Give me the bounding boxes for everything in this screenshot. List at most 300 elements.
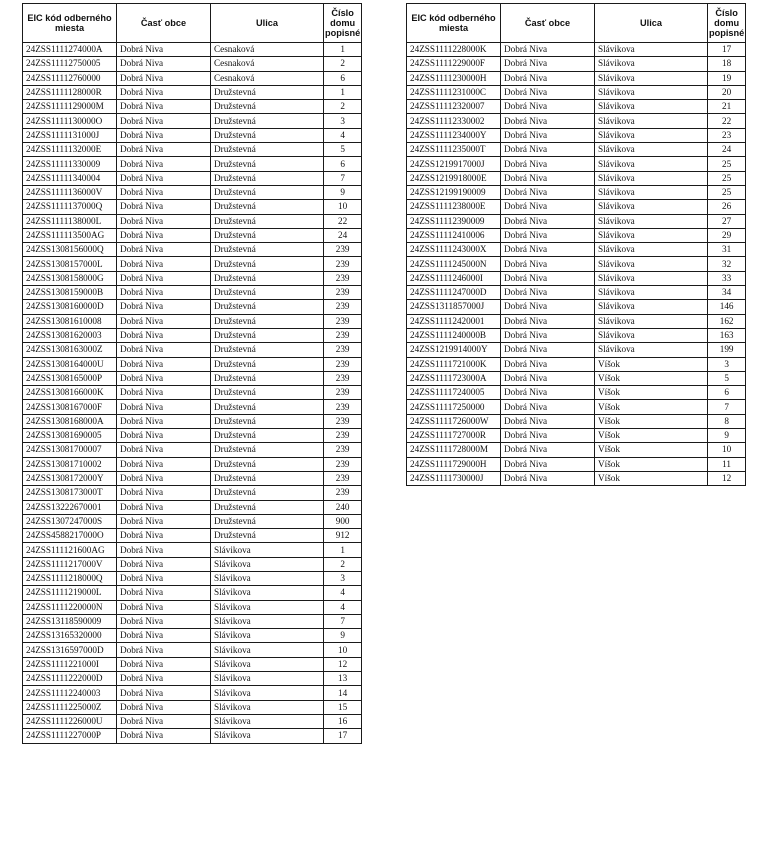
- table-row: [23, 200, 362, 214]
- street-cell: Slávikova: [595, 328, 708, 342]
- table-row: [407, 185, 746, 199]
- table-row: [23, 557, 362, 571]
- header-street: Ulica: [595, 4, 708, 43]
- municipality-part-cell: Dobrá Niva: [117, 71, 211, 85]
- house-number-cell: 26: [708, 200, 746, 214]
- table-row: [407, 143, 746, 157]
- table-row: [23, 85, 362, 99]
- right-table: [406, 3, 746, 486]
- table-row: [407, 243, 746, 257]
- eic-code-cell: 24ZSS13165320000: [23, 629, 117, 643]
- street-cell: Víšok: [595, 429, 708, 443]
- municipality-part-cell: Dobrá Niva: [117, 414, 211, 428]
- table-row: [23, 486, 362, 500]
- municipality-part-cell: Dobrá Niva: [117, 529, 211, 543]
- table-row: [23, 343, 362, 357]
- street-cell: Víšok: [595, 386, 708, 400]
- house-number-cell: 1: [324, 85, 362, 99]
- eic-code-cell: 24ZSS13081700007: [23, 443, 117, 457]
- table-row: [407, 386, 746, 400]
- municipality-part-cell: Dobrá Niva: [117, 171, 211, 185]
- street-cell: Slávikova: [211, 571, 324, 585]
- eic-code-cell: 24ZSS1308158000G: [23, 271, 117, 285]
- house-number-cell: 4: [324, 128, 362, 142]
- municipality-part-cell: Dobrá Niva: [501, 85, 595, 99]
- eic-code-cell: 24ZSS1111238000E: [407, 200, 501, 214]
- street-cell: Slávikova: [211, 557, 324, 571]
- municipality-part-cell: Dobrá Niva: [501, 214, 595, 228]
- eic-code-cell: 24ZSS13118590009: [23, 614, 117, 628]
- municipality-part-cell: Dobrá Niva: [501, 286, 595, 300]
- table-row: [23, 257, 362, 271]
- eic-code-cell: 24ZSS1111217000V: [23, 557, 117, 571]
- house-number-cell: 162: [708, 314, 746, 328]
- house-number-cell: 3: [324, 571, 362, 585]
- municipality-part-cell: Dobrá Niva: [501, 443, 595, 457]
- municipality-part-cell: Dobrá Niva: [117, 228, 211, 242]
- table-row: [407, 200, 746, 214]
- street-cell: Družstevná: [211, 243, 324, 257]
- eic-code-cell: 24ZSS1111245000N: [407, 257, 501, 271]
- municipality-part-cell: Dobrá Niva: [117, 514, 211, 528]
- eic-code-cell: 24ZSS11112240003: [23, 686, 117, 700]
- house-number-cell: 900: [324, 514, 362, 528]
- street-cell: Slávikova: [211, 543, 324, 557]
- house-number-cell: 239: [324, 357, 362, 371]
- municipality-part-cell: Dobrá Niva: [501, 429, 595, 443]
- house-number-cell: 239: [324, 414, 362, 428]
- table-row: [23, 386, 362, 400]
- eic-code-cell: 24ZSS1111138000L: [23, 214, 117, 228]
- house-number-cell: 18: [708, 57, 746, 71]
- eic-code-cell: 24ZSS1111229000F: [407, 57, 501, 71]
- table-row: [23, 714, 362, 728]
- house-number-cell: 10: [324, 643, 362, 657]
- eic-code-cell: 24ZSS1219918000E: [407, 171, 501, 185]
- table-row: [23, 686, 362, 700]
- eic-code-cell: 24ZSS11112390009: [407, 214, 501, 228]
- table-row: [23, 328, 362, 342]
- street-cell: Družstevná: [211, 214, 324, 228]
- eic-code-cell: 24ZSS4588217000O: [23, 529, 117, 543]
- table-row: [23, 185, 362, 199]
- table-row: [407, 157, 746, 171]
- street-cell: Družstevná: [211, 114, 324, 128]
- street-cell: Víšok: [595, 357, 708, 371]
- eic-code-cell: 24ZSS1111726000W: [407, 414, 501, 428]
- right-table-body: [407, 43, 746, 486]
- eic-code-cell: 24ZSS1308172000Y: [23, 471, 117, 485]
- street-cell: Družstevná: [211, 386, 324, 400]
- house-number-cell: 239: [324, 471, 362, 485]
- table-row: [407, 328, 746, 342]
- eic-code-cell: 24ZSS1111228000K: [407, 43, 501, 57]
- street-cell: Cesnaková: [211, 57, 324, 71]
- street-cell: Víšok: [595, 371, 708, 385]
- eic-code-cell: 24ZSS11117250000: [407, 400, 501, 414]
- municipality-part-cell: Dobrá Niva: [117, 286, 211, 300]
- house-number-cell: 24: [708, 143, 746, 157]
- street-cell: Družstevná: [211, 529, 324, 543]
- street-cell: Družstevná: [211, 471, 324, 485]
- eic-code-cell: 24ZSS1111721000K: [407, 357, 501, 371]
- house-number-cell: 12: [708, 471, 746, 485]
- municipality-part-cell: Dobrá Niva: [117, 243, 211, 257]
- table-row: [407, 429, 746, 443]
- house-number-cell: 9: [708, 429, 746, 443]
- street-cell: Družstevná: [211, 400, 324, 414]
- table-row: [23, 43, 362, 57]
- eic-code-cell: 24ZSS11117240005: [407, 386, 501, 400]
- eic-code-cell: 24ZSS1308167000F: [23, 400, 117, 414]
- house-number-cell: 12: [324, 657, 362, 671]
- eic-code-cell: 24ZSS1111235000T: [407, 143, 501, 157]
- house-number-cell: 34: [708, 286, 746, 300]
- municipality-part-cell: Dobrá Niva: [117, 300, 211, 314]
- eic-code-cell: 24ZSS11111340004: [23, 171, 117, 185]
- house-number-cell: 6: [708, 386, 746, 400]
- house-number-cell: 9: [324, 629, 362, 643]
- house-number-cell: 10: [324, 200, 362, 214]
- street-cell: Slávikova: [595, 257, 708, 271]
- house-number-cell: 8: [708, 414, 746, 428]
- house-number-cell: 20: [708, 85, 746, 99]
- street-cell: Družstevná: [211, 357, 324, 371]
- house-number-cell: 239: [324, 443, 362, 457]
- eic-code-cell: 24ZSS1111274000A: [23, 43, 117, 57]
- table-header-row: [407, 4, 746, 43]
- table-row: [23, 228, 362, 242]
- house-number-cell: 239: [324, 257, 362, 271]
- house-number-cell: 31: [708, 243, 746, 257]
- eic-code-cell: 24ZSS1111136000V: [23, 185, 117, 199]
- municipality-part-cell: Dobrá Niva: [117, 471, 211, 485]
- street-cell: Slávikova: [595, 128, 708, 142]
- street-cell: Slávikova: [211, 729, 324, 743]
- municipality-part-cell: Dobrá Niva: [501, 271, 595, 285]
- house-number-cell: 9: [324, 185, 362, 199]
- municipality-part-cell: Dobrá Niva: [501, 400, 595, 414]
- street-cell: Slávikova: [595, 85, 708, 99]
- eic-code-cell: 24ZSS1111137000Q: [23, 200, 117, 214]
- street-cell: Družstevná: [211, 271, 324, 285]
- municipality-part-cell: Dobrá Niva: [117, 486, 211, 500]
- municipality-part-cell: Dobrá Niva: [117, 343, 211, 357]
- house-number-cell: 17: [324, 729, 362, 743]
- municipality-part-cell: Dobrá Niva: [117, 143, 211, 157]
- house-number-cell: 23: [708, 128, 746, 142]
- eic-code-cell: 24ZSS1111240000B: [407, 328, 501, 342]
- street-cell: Slávikova: [595, 228, 708, 242]
- municipality-part-cell: Dobrá Niva: [117, 257, 211, 271]
- municipality-part-cell: Dobrá Niva: [117, 328, 211, 342]
- house-number-cell: 24: [324, 228, 362, 242]
- house-number-cell: 2: [324, 557, 362, 571]
- table-row: [23, 214, 362, 228]
- municipality-part-cell: Dobrá Niva: [117, 500, 211, 514]
- house-number-cell: 239: [324, 300, 362, 314]
- street-cell: Slávikova: [211, 657, 324, 671]
- municipality-part-cell: Dobrá Niva: [117, 185, 211, 199]
- eic-code-cell: 24ZSS1111234000Y: [407, 128, 501, 142]
- eic-code-cell: 24ZSS11112330002: [407, 114, 501, 128]
- table-row: [23, 171, 362, 185]
- street-cell: Víšok: [595, 414, 708, 428]
- street-cell: Slávikova: [595, 43, 708, 57]
- table-row: [23, 500, 362, 514]
- eic-code-cell: 24ZSS1111129000M: [23, 100, 117, 114]
- municipality-part-cell: Dobrá Niva: [501, 328, 595, 342]
- table-row: [23, 571, 362, 585]
- table-row: [407, 85, 746, 99]
- municipality-part-cell: Dobrá Niva: [501, 228, 595, 242]
- table-row: [23, 300, 362, 314]
- table-row: [23, 429, 362, 443]
- street-cell: Slávikova: [595, 71, 708, 85]
- street-cell: Víšok: [595, 443, 708, 457]
- municipality-part-cell: Dobrá Niva: [117, 614, 211, 628]
- eic-code-cell: 24ZSS12199190009: [407, 185, 501, 199]
- municipality-part-cell: Dobrá Niva: [117, 429, 211, 443]
- table-row: [407, 114, 746, 128]
- house-number-cell: 25: [708, 185, 746, 199]
- house-number-cell: 163: [708, 328, 746, 342]
- table-row: [23, 543, 362, 557]
- table-row: [23, 657, 362, 671]
- house-number-cell: 240: [324, 500, 362, 514]
- municipality-part-cell: Dobrá Niva: [117, 314, 211, 328]
- municipality-part-cell: Dobrá Niva: [117, 114, 211, 128]
- house-number-cell: 7: [324, 614, 362, 628]
- table-row: [407, 100, 746, 114]
- street-cell: Družstevná: [211, 200, 324, 214]
- street-cell: Slávikova: [211, 643, 324, 657]
- street-cell: Družstevná: [211, 429, 324, 443]
- eic-code-cell: 24ZSS1111130000O: [23, 114, 117, 128]
- municipality-part-cell: Dobrá Niva: [117, 600, 211, 614]
- street-cell: Slávikova: [595, 57, 708, 71]
- house-number-cell: 239: [324, 486, 362, 500]
- eic-code-cell: 24ZSS1311857000J: [407, 300, 501, 314]
- house-number-cell: 6: [324, 71, 362, 85]
- table-row: [23, 143, 362, 157]
- table-row: [407, 71, 746, 85]
- table-row: [23, 457, 362, 471]
- municipality-part-cell: Dobrá Niva: [117, 100, 211, 114]
- street-cell: Družstevná: [211, 443, 324, 457]
- eic-code-cell: 24ZSS11111330009: [23, 157, 117, 171]
- street-cell: Družstevná: [211, 328, 324, 342]
- house-number-cell: 16: [324, 714, 362, 728]
- table-row: [23, 314, 362, 328]
- table-row: [23, 586, 362, 600]
- house-number-cell: 239: [324, 243, 362, 257]
- table-row: [23, 71, 362, 85]
- street-cell: Slávikova: [595, 314, 708, 328]
- header-house-number: Číslo domu popisné: [324, 4, 362, 43]
- header-house-number: Číslo domu popisné: [708, 4, 746, 43]
- table-row: [23, 614, 362, 628]
- street-cell: Družstevná: [211, 314, 324, 328]
- eic-code-cell: 24ZSS1219917000J: [407, 157, 501, 171]
- house-number-cell: 239: [324, 343, 362, 357]
- table-row: [23, 471, 362, 485]
- municipality-part-cell: Dobrá Niva: [501, 314, 595, 328]
- eic-code-cell: 24ZSS1111221000I: [23, 657, 117, 671]
- street-cell: Víšok: [595, 457, 708, 471]
- municipality-part-cell: Dobrá Niva: [117, 128, 211, 142]
- street-cell: Slávikova: [595, 185, 708, 199]
- municipality-part-cell: Dobrá Niva: [501, 386, 595, 400]
- eic-code-cell: 24ZSS11112320007: [407, 100, 501, 114]
- street-cell: Slávikova: [595, 157, 708, 171]
- municipality-part-cell: Dobrá Niva: [117, 85, 211, 99]
- eic-code-cell: 24ZSS13081620003: [23, 328, 117, 342]
- eic-code-cell: 24ZSS1308157000L: [23, 257, 117, 271]
- street-cell: Družstevná: [211, 414, 324, 428]
- house-number-cell: 29: [708, 228, 746, 242]
- municipality-part-cell: Dobrá Niva: [117, 457, 211, 471]
- municipality-part-cell: Dobrá Niva: [117, 700, 211, 714]
- eic-code-cell: 24ZSS1111222000D: [23, 672, 117, 686]
- eic-code-cell: 24ZSS1308173000T: [23, 486, 117, 500]
- eic-code-cell: 24ZSS1111225000Z: [23, 700, 117, 714]
- street-cell: Cesnaková: [211, 71, 324, 85]
- house-number-cell: 4: [324, 600, 362, 614]
- municipality-part-cell: Dobrá Niva: [117, 629, 211, 643]
- street-cell: Družstevná: [211, 157, 324, 171]
- house-number-cell: 912: [324, 529, 362, 543]
- street-cell: Slávikova: [211, 700, 324, 714]
- eic-code-cell: 24ZSS1111231000C: [407, 85, 501, 99]
- municipality-part-cell: Dobrá Niva: [117, 672, 211, 686]
- header-municipality-part: Časť obce: [117, 4, 211, 43]
- table-row: [407, 286, 746, 300]
- street-cell: Slávikova: [595, 214, 708, 228]
- eic-code-cell: 24ZSS1308165000P: [23, 371, 117, 385]
- municipality-part-cell: Dobrá Niva: [117, 271, 211, 285]
- table-row: [23, 443, 362, 457]
- street-cell: Slávikova: [595, 200, 708, 214]
- municipality-part-cell: Dobrá Niva: [117, 729, 211, 743]
- street-cell: Družstevná: [211, 85, 324, 99]
- table-row: [407, 171, 746, 185]
- eic-code-cell: 24ZSS1308168000A: [23, 414, 117, 428]
- municipality-part-cell: Dobrá Niva: [117, 571, 211, 585]
- municipality-part-cell: Dobrá Niva: [501, 257, 595, 271]
- municipality-part-cell: Dobrá Niva: [501, 457, 595, 471]
- house-number-cell: 4: [324, 586, 362, 600]
- eic-code-cell: 24ZSS1308159000B: [23, 286, 117, 300]
- municipality-part-cell: Dobrá Niva: [117, 686, 211, 700]
- table-row: [23, 128, 362, 142]
- house-number-cell: 13: [324, 672, 362, 686]
- municipality-part-cell: Dobrá Niva: [117, 643, 211, 657]
- street-cell: Družstevná: [211, 457, 324, 471]
- table-row: [407, 300, 746, 314]
- street-cell: Družstevná: [211, 343, 324, 357]
- street-cell: Slávikova: [211, 629, 324, 643]
- street-cell: Slávikova: [595, 286, 708, 300]
- header-street: Ulica: [211, 4, 324, 43]
- table-row: [407, 457, 746, 471]
- table-row: [23, 643, 362, 657]
- eic-code-cell: 24ZSS1316597000D: [23, 643, 117, 657]
- table-row: [407, 400, 746, 414]
- table-row: [23, 371, 362, 385]
- eic-code-cell: 24ZSS13081690005: [23, 429, 117, 443]
- street-cell: Družstevná: [211, 486, 324, 500]
- municipality-part-cell: Dobrá Niva: [117, 357, 211, 371]
- house-number-cell: 2: [324, 57, 362, 71]
- street-cell: Slávikova: [595, 171, 708, 185]
- municipality-part-cell: Dobrá Niva: [501, 414, 595, 428]
- house-number-cell: 7: [324, 171, 362, 185]
- header-municipality-part: Časť obce: [501, 4, 595, 43]
- street-cell: Slávikova: [211, 586, 324, 600]
- street-cell: Slávikova: [595, 100, 708, 114]
- eic-code-cell: 24ZSS1111728000M: [407, 443, 501, 457]
- table-row: [23, 400, 362, 414]
- header-eic-code: EIC kód odberného miesta: [407, 4, 501, 43]
- house-number-cell: 5: [324, 143, 362, 157]
- municipality-part-cell: Dobrá Niva: [117, 200, 211, 214]
- municipality-part-cell: Dobrá Niva: [501, 300, 595, 314]
- municipality-part-cell: Dobrá Niva: [501, 471, 595, 485]
- table-row: [23, 700, 362, 714]
- eic-code-cell: 24ZSS1111727000R: [407, 429, 501, 443]
- eic-code-cell: 24ZSS13222670001: [23, 500, 117, 514]
- municipality-part-cell: Dobrá Niva: [117, 443, 211, 457]
- municipality-part-cell: Dobrá Niva: [117, 586, 211, 600]
- house-number-cell: 3: [708, 357, 746, 371]
- table-row: [407, 43, 746, 57]
- left-table-body: [23, 43, 362, 744]
- eic-code-cell: 24ZSS1111247000D: [407, 286, 501, 300]
- municipality-part-cell: Dobrá Niva: [501, 71, 595, 85]
- table-row: [407, 257, 746, 271]
- house-number-cell: 32: [708, 257, 746, 271]
- house-number-cell: 27: [708, 214, 746, 228]
- eic-code-cell: 24ZSS1307247000S: [23, 514, 117, 528]
- table-row: [23, 729, 362, 743]
- municipality-part-cell: Dobrá Niva: [117, 43, 211, 57]
- house-number-cell: 1: [324, 43, 362, 57]
- table-row: [407, 271, 746, 285]
- house-number-cell: 22: [324, 214, 362, 228]
- municipality-part-cell: Dobrá Niva: [117, 657, 211, 671]
- table-row: [407, 443, 746, 457]
- street-cell: Slávikova: [211, 672, 324, 686]
- street-cell: Slávikova: [211, 686, 324, 700]
- house-number-cell: 5: [708, 371, 746, 385]
- house-number-cell: 10: [708, 443, 746, 457]
- table-row: [23, 529, 362, 543]
- municipality-part-cell: Dobrá Niva: [501, 200, 595, 214]
- municipality-part-cell: Dobrá Niva: [117, 543, 211, 557]
- table-row: [23, 271, 362, 285]
- street-cell: Slávikova: [595, 343, 708, 357]
- eic-code-cell: 24ZSS1111246000I: [407, 271, 501, 285]
- street-cell: Družstevná: [211, 100, 324, 114]
- house-number-cell: 2: [324, 100, 362, 114]
- table-row: [23, 243, 362, 257]
- table-row: [23, 629, 362, 643]
- eic-code-cell: 24ZSS1111227000P: [23, 729, 117, 743]
- eic-code-cell: 24ZSS1111219000L: [23, 586, 117, 600]
- municipality-part-cell: Dobrá Niva: [501, 114, 595, 128]
- table-row: [407, 228, 746, 242]
